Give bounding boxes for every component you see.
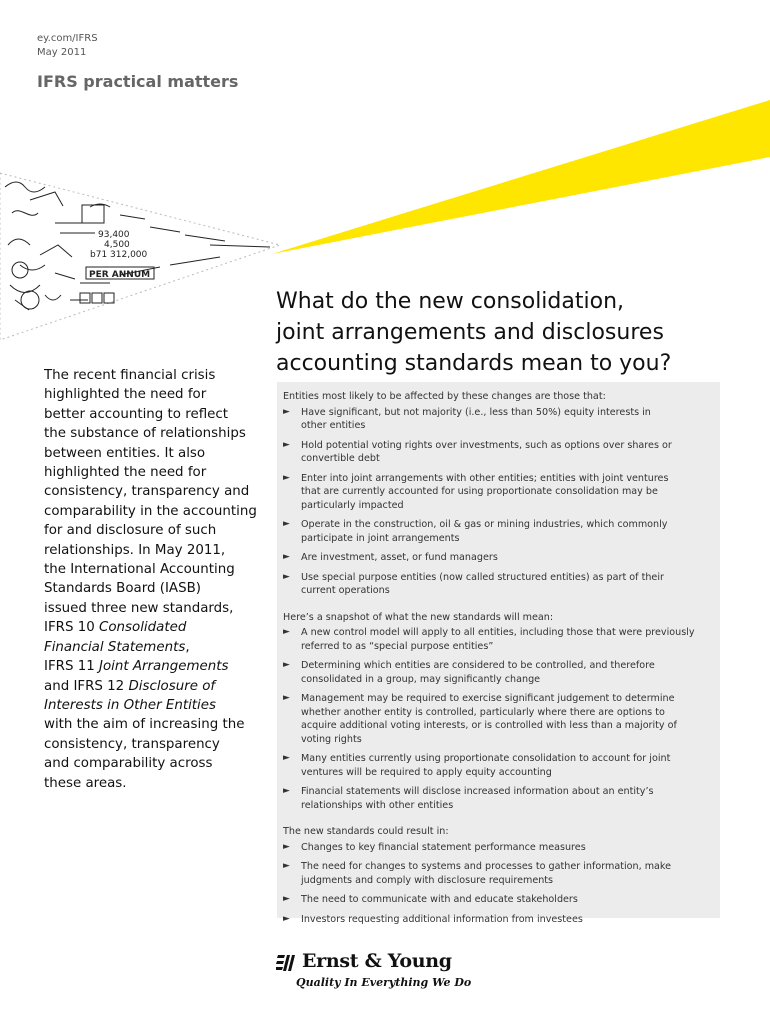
standard-ifrs12: and IFRS 12 Disclosure of [44,678,216,694]
bullet-arrow-icon: ► [283,861,290,871]
standard-ifrs10: IFRS 10 Consolidated [44,620,187,636]
bullet-item [283,518,714,545]
doodle-number-1: 93,400 [98,230,130,240]
intro-line: and comparability across [44,756,213,772]
bullet-line: consolidated in a group, may significantly change [301,673,541,685]
bullet-line: Are investment, asset, or fund managers [301,552,498,563]
standard-ifrs10-cont: Financial Statements, [44,639,190,655]
bullet-arrow-icon: ► [283,519,290,529]
bullet-arrow-icon: ► [283,439,290,450]
intro-line: relationships. In May 2011, [44,542,226,558]
intro-line: Standards Board (IASB) [44,581,202,597]
bullet-line: Changes to key financial statement performance measures [301,841,586,853]
bullet-line: whether another entity is controlled, particularly where there are options to [301,706,665,718]
ey-logo-icon [276,953,298,973]
box-section-heading: Entities most likely to be affected by these changes are those that: [283,391,606,402]
bullet-line: current operations [301,585,390,596]
bullet-arrow-icon: ► [283,894,290,904]
bullet-arrow-icon: ► [283,406,290,417]
bullet-line: that are currently accounted for using proportionate consolidation may be [301,486,658,497]
calculator-icon [82,205,104,223]
doodle-number-3: b71 312,000 [90,250,148,260]
bullet-arrow-icon: ► [283,913,290,924]
intro-line: the International Accounting [44,562,235,578]
bullet-line: The need for changes to systems and processes to gather information, make [301,861,672,872]
bullet-line: Hold potential voting rights over investments, such as options over shares or [301,439,672,451]
bullet-item [283,913,714,927]
bullet-item [283,406,714,433]
bullet-line: ventures will be required to apply equity accounting [301,766,552,778]
bullet-line: Use special purpose entities (now called structured entities) as part of their [301,571,664,583]
clock-icon [12,262,28,278]
intro-line: consistency, transparency [44,736,220,752]
bullet-item [283,860,714,887]
intro-line: better accounting to reflect [44,406,228,422]
main-heading [276,286,746,379]
logo-wordmark: Ernst & Young [302,950,452,972]
bullet-line: particularly impacted [301,499,404,511]
bullet-item [283,752,714,779]
standard-ifrs12-cont: Interests in Other Entities [44,697,216,713]
publication-date: May 2011 [37,47,87,58]
bullet-line: Determining which entities are considered to be controlled, and therefore [301,660,655,671]
bullet-arrow-icon: ► [283,627,290,637]
doodle-number-2: 4,500 [104,240,130,250]
standard-ifrs11: IFRS 11 Joint Arrangements [44,659,229,675]
intro-line: for and disclosure of such [44,523,217,539]
intro-line: these areas. [44,775,127,791]
key-points-box [277,382,720,925]
bullet-arrow-icon: ► [283,552,290,562]
bullet-item [283,659,714,686]
bullet-arrow-icon: ► [283,841,290,852]
globe-icon [21,291,39,309]
intro-line: The recent financial crisis [44,368,216,383]
bullet-item [283,472,714,513]
bullet-line: voting rights [301,733,362,745]
bullet-arrow-icon: ► [283,571,290,582]
website-url[interactable]: ey.com/IFRS [37,33,98,44]
bullet-line: participate in joint arrangements [301,532,460,544]
intro-line: between entities. It also [44,445,206,461]
bullet-line: Investors requesting additional information from investees [301,913,583,925]
bullet-line: acquire additional voting interests, or is controlled with less than a majority of [301,720,677,731]
bullet-arrow-icon: ► [283,786,290,796]
bullet-line: other entities [301,420,366,431]
bullet-line: relationships with other entities [301,799,454,811]
bullet-line: judgments and comply with disclosure requirements [301,874,554,886]
bullet-arrow-icon: ► [283,753,290,763]
intro-line: the substance of relationships [44,426,246,442]
bullet-line: Enter into joint arrangements with other entities; entities with joint ventures [301,472,669,484]
bullet-item [283,692,714,746]
intro-line: issued three new standards, [44,600,234,616]
per-annum-label: PER ANNUM [89,270,151,280]
series-title: IFRS practical matters [37,72,239,91]
logo-tagline: Quality In Everything We Do [296,976,472,989]
bullet-item [283,626,714,653]
bullet-item [283,439,714,466]
bullet-line: Many entities currently using proportionate consolidation to account for joint [301,753,671,764]
bullet-line: Financial statements will disclose increased information about an entity’s [301,786,654,797]
intro-line: highlighted the need for [44,465,207,481]
bullet-item [283,841,714,855]
bullet-line: convertible debt [301,453,380,464]
bullet-arrow-icon: ► [283,660,290,670]
heading-line: joint arrangements and disclosures [276,320,664,345]
intro-line: highlighted the need for [44,387,207,403]
bullet-line: Have significant, but not majority (i.e., less than 50%) equity interests in [301,406,651,418]
box-section-heading: The new standards could result in: [283,826,449,837]
bullet-arrow-icon: ► [283,693,290,703]
heading-line: What do the new consolidation, [276,289,625,314]
ernst-young-logo [276,948,472,994]
bullet-item [283,571,714,598]
bullet-arrow-icon: ► [283,472,290,483]
intro-line: with the aim of increasing the [44,717,245,733]
bullet-line: referred to as “special purpose entities” [301,640,494,652]
bullet-line: A new control model will apply to all entities, including those that were previously [301,627,695,638]
intro-line: consistency, transparency and [44,484,250,500]
bullet-line: The need to communicate with and educate stakeholders [301,894,578,905]
yellow-beam [272,100,770,254]
document-meta [37,32,98,60]
bullet-line: Management may be required to exercise significant judgement to determine [301,693,675,704]
bullet-item [283,551,714,565]
bullet-item [283,785,714,812]
box-section-heading: Here’s a snapshot of what the new standards will mean: [283,611,554,623]
bullet-item [283,893,714,907]
intro-paragraph [44,366,268,793]
heading-line: accounting standards mean to you? [276,351,672,376]
intro-line: comparability in the accounting [44,503,257,519]
bullet-line: Operate in the construction, oil & gas or mining industries, which commonly [301,519,668,530]
